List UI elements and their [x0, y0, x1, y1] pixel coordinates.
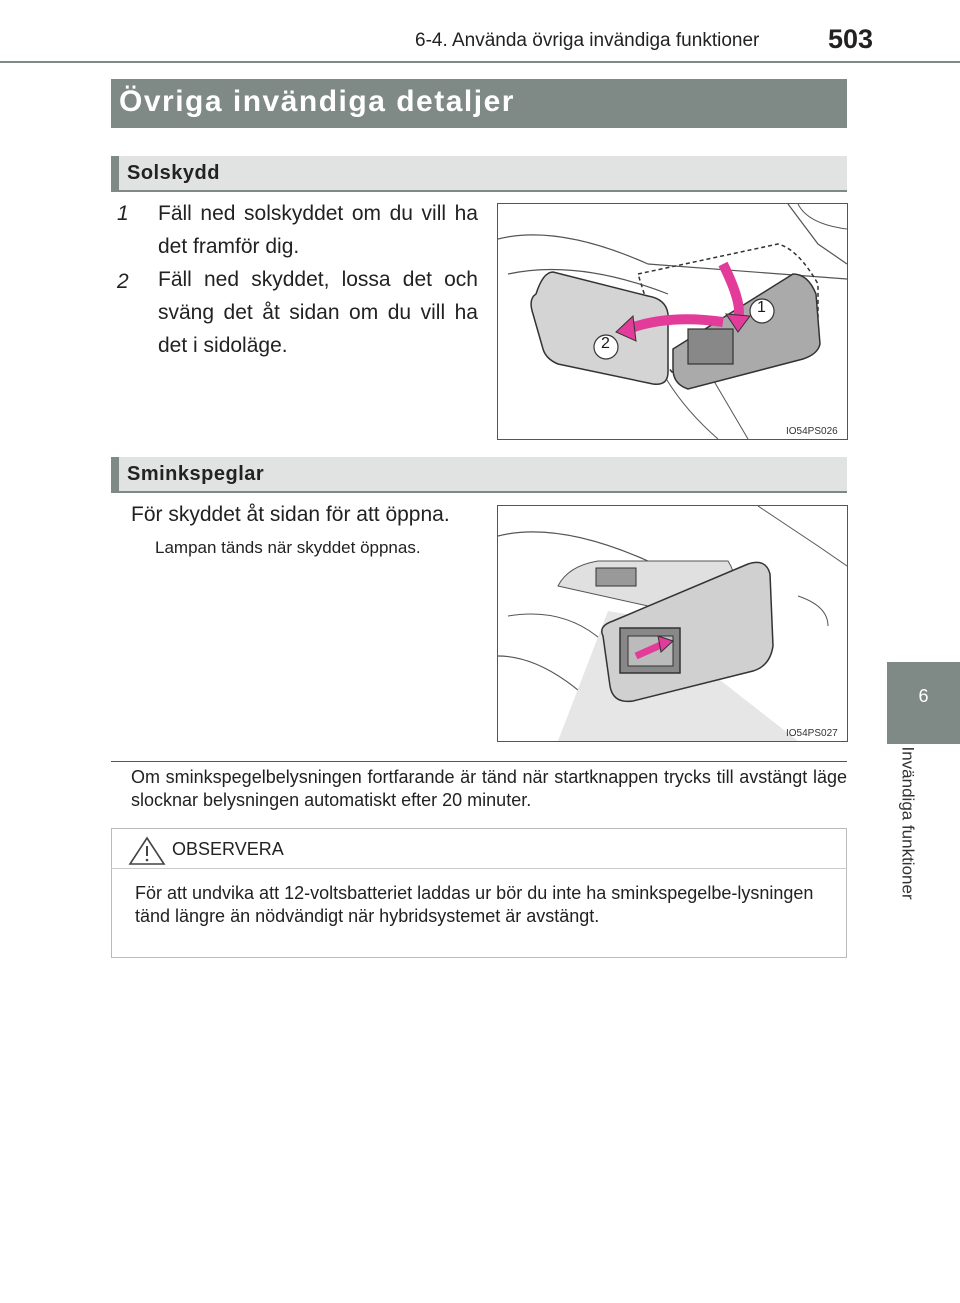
chapter-tab-number: 6	[918, 686, 929, 706]
step-number-2: 2	[117, 270, 129, 293]
mirror-subtext: Lampan tänds när skyddet öppnas.	[155, 538, 421, 557]
header-divider	[0, 61, 960, 63]
vanity-mirror-illustration	[497, 505, 848, 742]
figure-label-2: 2	[601, 335, 610, 352]
page-number: 503	[828, 24, 874, 54]
figure-label-1: 1	[757, 299, 766, 316]
warning-text: För att undvika att 12-voltsbatteriet laddas ur bör du inte ha sminkspegelbe-lysningen tänd längre än nödvändigt när hybridsystemet är avstängt.	[135, 883, 814, 926]
warning-icon	[128, 836, 166, 871]
mirror-instruction: För skyddet åt sidan för att öppna.	[131, 503, 450, 526]
chapter-tab	[887, 662, 960, 744]
chapter-header: 6-4. Använda övriga invändiga funktioner	[415, 30, 760, 51]
auto-off-note: Om sminkspegelbelysningen fortfarande är tänd när startknappen trycks till avstängt läge slocknar belysningen automatiskt efter 20 minuter.	[131, 767, 847, 810]
sun-visor-illustration	[497, 203, 848, 440]
main-banner	[111, 79, 847, 128]
step-number-1: 1	[117, 202, 129, 225]
warning-title: OBSERVERA	[172, 839, 284, 859]
note-divider	[111, 761, 847, 762]
sun-visor-drawing	[498, 204, 847, 439]
section-accent	[111, 156, 119, 190]
figure-code: IO54PS026	[786, 426, 838, 437]
section-accent	[111, 457, 119, 491]
section-bar-sminkspeglar	[111, 457, 847, 493]
step-text-1: Fäll ned solskyddet om du vill ha det framför dig.	[158, 202, 478, 258]
section-title-sminkspeglar: Sminkspeglar	[127, 463, 265, 485]
vanity-mirror-drawing	[498, 506, 847, 741]
chapter-side-label-text: Invändiga funktioner	[898, 746, 918, 900]
figure-code: IO54PS027	[786, 728, 838, 739]
chapter-side-label	[890, 746, 920, 947]
step-text-2: Fäll ned skyddet, lossa det och sväng det åt sidan om du vill ha det i sidoläge.	[158, 268, 478, 357]
main-banner-title: Övriga invändiga detaljer	[119, 85, 515, 118]
section-title-solskydd: Solskydd	[127, 162, 220, 184]
section-bar-solskydd	[111, 156, 847, 192]
